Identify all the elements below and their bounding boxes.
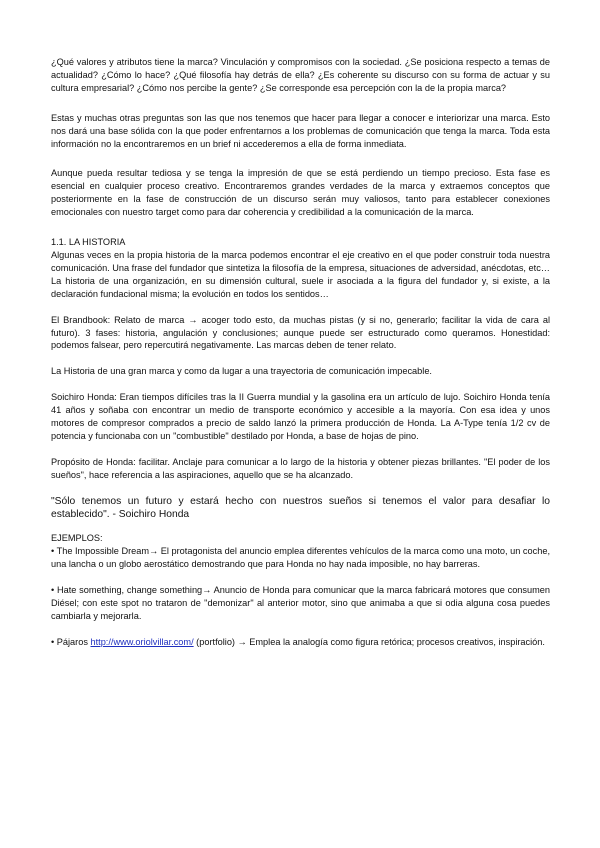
- oriolvillar-link[interactable]: http://www.oriolvillar.com/: [90, 636, 194, 647]
- paragraph-brand-values: ¿Qué valores y atributos tiene la marca? Vinculación y compromisos con la sociedad. ¿Se posiciona respecto a temas de actualidad? ¿Cómo lo hace? ¿Qué filosofía hay detrás de ella? ¿Es coherente su discurso con su forma de actuar y su cultura empresarial? ¿Cómo nos percibe la gente? ¿Se corresponde esa percepción con la de la propia marca?: [51, 57, 550, 93]
- example-pajaros-suffix: (portfolio) → Emplea la analogía como figura retórica; procesos creativos, inspiración.: [193, 636, 545, 647]
- paragraph-essential-phase: Aunque pueda resultar tediosa y se tenga la impresión de que se está perdiendo un tiempo precioso. Esta fase es esencial en cualquier proceso creativo. Encontraremos grandes verdades de la marca y extraemos conceptos que posteriormente en la fase de construcción de un discurso serán muy valiosos, tanto para establecer conexiones emocionales con nuestro target como para dar coherencia y credibilidad a la comunicación de la marca.: [51, 168, 550, 218]
- paragraph-great-brand: La Historia de una gran marca y como da lugar a una trayectoria de comunicación impecable.: [51, 366, 432, 377]
- paragraph-honda-purpose: Propósito de Honda: facilitar. Anclaje para comunicar a lo largo de la historia y obtener piezas brillantes. "El poder de los sueños", hace referencia a las aspiraciones, aquello que se ha alcanzado.: [51, 456, 550, 480]
- honda-quote: "Sólo tenemos un futuro y estará hecho con nuestros sueños si tenemos el valor para desafiar lo establecido". - Soichiro Honda: [51, 495, 550, 521]
- section-heading-ejemplos: EJEMPLOS:: [51, 533, 103, 544]
- example-hate-something: • Hate something, change something→ Anuncio de Honda para comunicar que la marca fabricará motores que consumen Diésel; con este spot no trataron de "demonizar" al anterior motor, sino que animaba a que si odia alguna cosa puedes cambiarla y mejorarla.: [51, 584, 550, 621]
- paragraph-brandbook: El Brandbook: Relato de marca → acoger todo esto, da muchas pistas (y si no, generarlo; facilitar la vida de cara al futuro). 3 fases: historia, angulación y conclusiones; aunque puede ser estructurado como queramos. Honestidad: podemos falsear, pero repercutirá negativamente. Las marcas deben de tener relato.: [51, 314, 550, 351]
- example-pajaros: [51, 636, 550, 649]
- example-impossible-dream: • The Impossible Dream→ El protagonista del anuncio emplea diferentes vehículos de la marca como una moto, un coche, una lancha o un globo aerostático demostrando que para Honda no hay nada imposible, no hay barreras.: [51, 546, 550, 570]
- document-page: [51, 56, 550, 649]
- paragraph-questions: Estas y muchas otras preguntas son las que nos tenemos que hacer para llegar a conocer e interiorizar una marca. Esto nos dará una base sólida con la que poder enfrentarnos a los problemas de comunicación que tenga la marca. Toda esta información no la encontraremos en un brief ni accederemos a ella de forma inmediata.: [51, 112, 550, 149]
- section-heading-historia: 1.1. LA HISTORIA: [51, 237, 126, 248]
- example-pajaros-prefix: • Pájaros: [51, 636, 91, 647]
- paragraph-soichiro-honda: Soichiro Honda: Eran tiempos difíciles tras la II Guerra mundial y la gasolina era un artículo de lujo. Soichiro Honda tenía 41 años y soñaba con encontrar un medio de transporte económico y accesible a la mayoría. Con esa idea y unos motores de compresor comprados a precio de saldo lanzó la primera producción de Honda. La A-Type tenía 1/2 cv de potencia y funcionaba con un "combustible" destilado por Honda, a base de hojas de pino.: [51, 392, 550, 441]
- paragraph-history-axis: Algunas veces en la propia historia de la marca podemos encontrar el eje creativo en el que poder construir toda nuestra comunicación. Una frase del fundador que sintetiza la filosofía de la empresa, situaciones de adversidad, anécdotas, etc…: [51, 249, 550, 273]
- paragraph-organization-history: La historia de una organización, en su dimensión cultural, suele ir asociada a la figura del fundador y, si existe, a la declaración fundacional misma; la evolución en todos los sentidos…: [51, 275, 550, 299]
